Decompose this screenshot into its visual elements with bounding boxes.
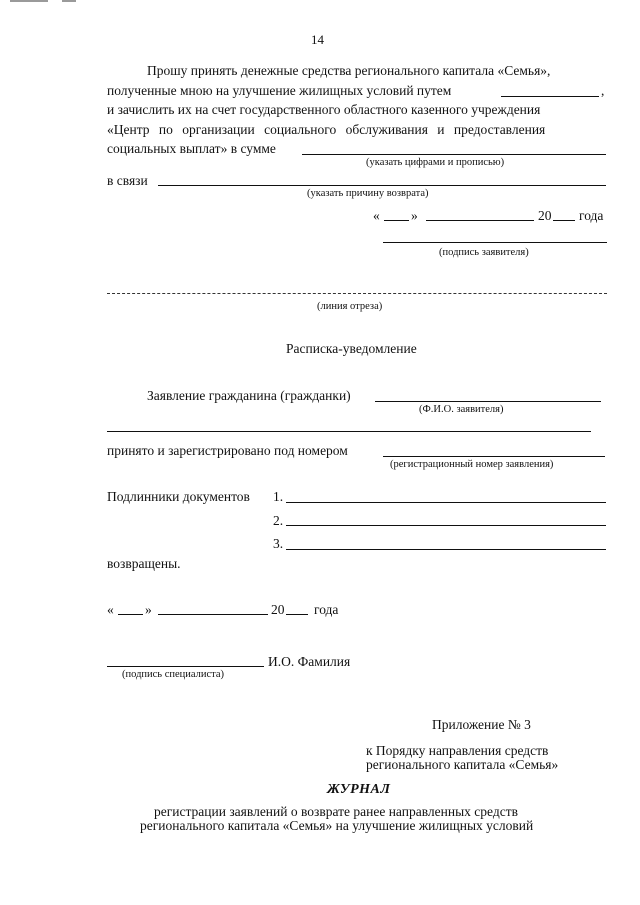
specialist-signature-hint: (подпись специалиста) [122,669,225,680]
reg-number-hint: (регистрационный номер заявления) [390,459,554,470]
request-date-close-quote: » [411,208,418,223]
doc-number-3: 3. [273,536,284,551]
applicant-fio-hint: (Ф.И.О. заявителя) [419,404,504,415]
registered-label: принято и зарегистрировано под номером [107,443,348,458]
request-line-1: Прошу принять денежные средства регионального капитала «Семья», [147,63,551,78]
journal-title: ЖУРНАЛ [327,782,391,797]
method-blank[interactable] [501,96,599,97]
receipt-title: Расписка-уведомление [286,341,417,356]
receipt-date-year: 20 [271,602,285,617]
receipt-date-day-blank[interactable] [118,614,143,615]
applicant-fio-blank-2[interactable] [107,431,591,432]
request-date-day-blank[interactable] [384,220,409,221]
request-date-month-blank[interactable] [426,220,534,221]
amount-blank[interactable] [302,154,606,155]
request-line-2: полученные мною на улучшение жилищных условий путем [107,83,452,98]
appendix-line-1: к Порядку направления средств [366,743,549,758]
originals-label: Подлинники документов [107,489,250,504]
request-date-year-blank[interactable] [553,220,575,221]
request-line-4: «Центр по организации социального обслуживания и предоставления [107,122,546,137]
journal-subtitle-1: регистрации заявлений о возврате ранее направленных средств [154,804,518,819]
reg-number-blank[interactable] [383,456,605,457]
cut-line [107,293,607,294]
reason-blank[interactable] [158,185,606,186]
application-label: Заявление гражданина (гражданки) [147,388,351,403]
cut-line-label: (линия отреза) [317,301,383,312]
doc-3-blank[interactable] [286,549,606,550]
receipt-date-year-suffix: года [314,602,339,617]
applicant-signature-blank[interactable] [383,242,607,243]
scan-mark-top-2 [62,0,76,2]
page-number: 14 [311,32,324,47]
appendix-line-2: регионального капитала «Семья» [366,757,559,772]
doc-1-blank[interactable] [286,502,606,503]
reason-hint: (указать причину возврата) [307,188,429,199]
scan-mark-top [10,0,48,2]
receipt-date-month-blank[interactable] [158,614,268,615]
request-line-5: социальных выплат» в сумме [107,141,276,156]
request-date-open-quote: « [373,208,380,223]
doc-number-1: 1. [273,489,284,504]
receipt-date-year-blank[interactable] [286,614,308,615]
returned-label: возвращены. [107,556,181,571]
request-date-year: 20 [538,208,552,223]
specialist-name: И.О. Фамилия [268,654,351,669]
applicant-signature-hint: (подпись заявителя) [439,247,529,258]
receipt-date-close-quote: » [145,602,152,617]
amount-hint: (указать цифрами и прописью) [366,157,505,168]
doc-number-2: 2. [273,513,284,528]
doc-2-blank[interactable] [286,525,606,526]
appendix-title: Приложение № 3 [432,717,531,732]
request-date-year-suffix: года [579,208,604,223]
specialist-signature-blank[interactable] [107,666,264,667]
receipt-date-open-quote: « [107,602,114,617]
applicant-fio-blank[interactable] [375,401,601,402]
request-line-2-comma: , [601,83,605,98]
reason-label: в связи [107,173,148,188]
journal-subtitle-2: регионального капитала «Семья» на улучшение жилищных условий [140,818,534,833]
request-line-3: и зачислить их на счет государственного областного казенного учреждения [107,102,541,117]
